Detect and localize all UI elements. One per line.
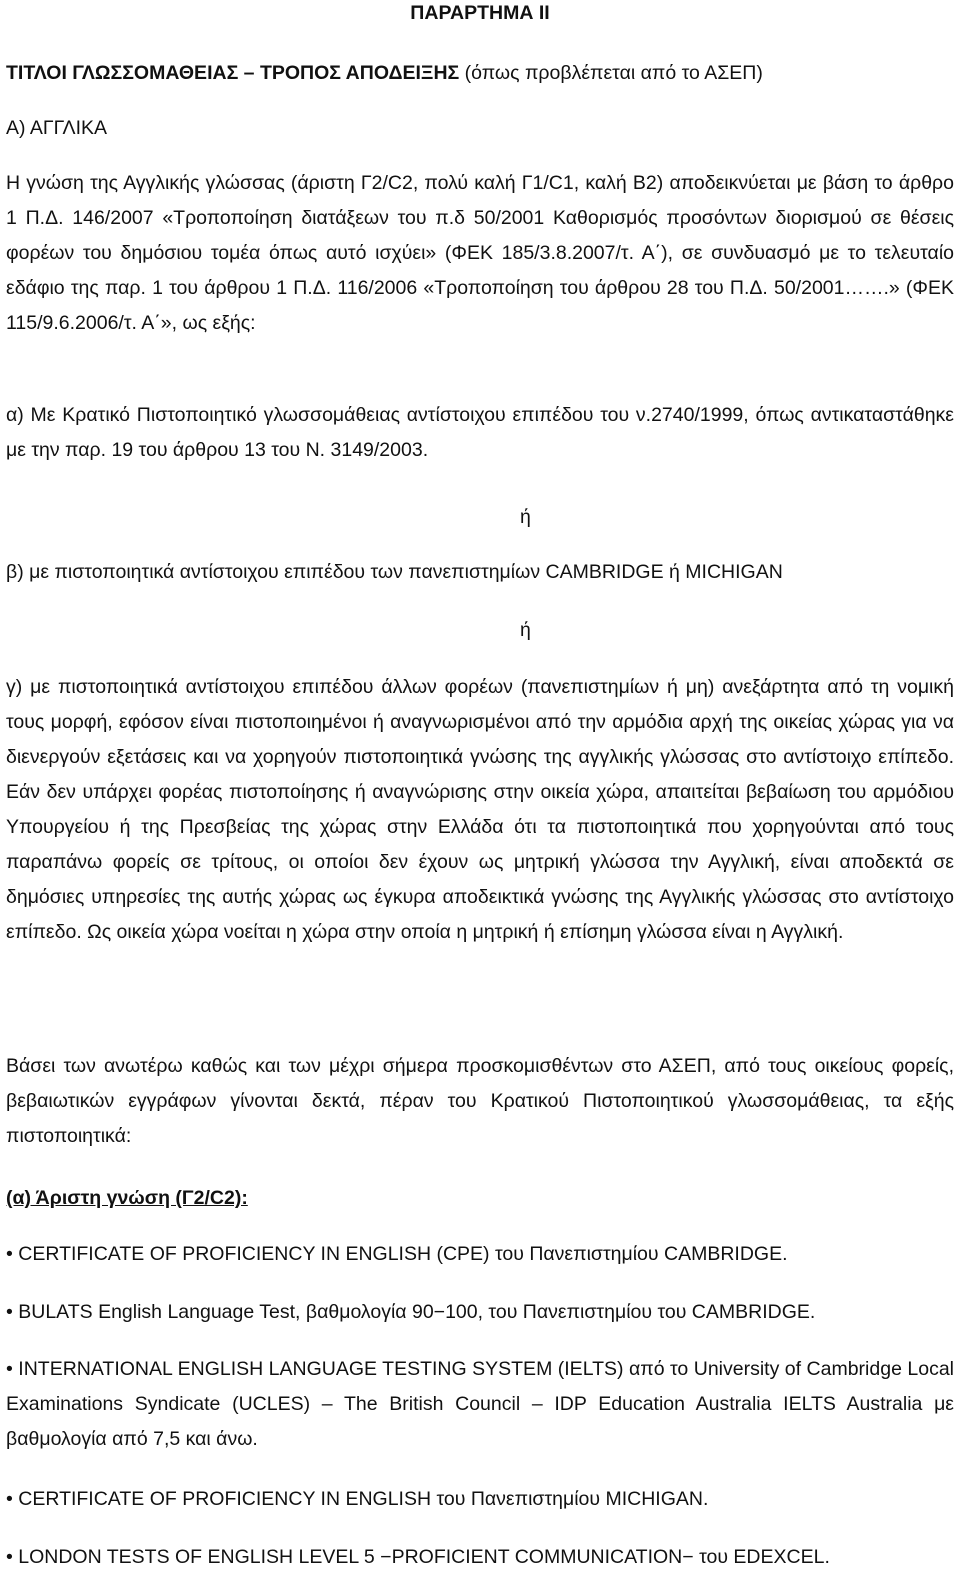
certificate-item: • CERTIFICATE OF PROFICIENCY IN ENGLISH (CPE) του Πανεπιστημίου CAMBRIDGE. (6, 1243, 788, 1265)
certificate-item: • BULATS English Language Test, βαθμολογία 90−100, του Πανεπιστημίου του CAMBRIDGE. (6, 1301, 816, 1323)
section-heading: Α) ΑΓΓΛΙΚΑ (6, 117, 107, 139)
page-title: ΠΑΡΑΡΤΗΜΑ ΙΙ (410, 2, 550, 24)
certificate-item: • INTERNATIONAL ENGLISH LANGUAGE TESTING SYSTEM (IELTS) από το University of Cambridge Local Examinations Syndicate (UCLES) – The British Council – IDP Education Australia IELTS Australia με βαθμολογία από 7,5 και άνω. (6, 1358, 954, 1450)
intro-paragraph: Η γνώση της Αγγλικής γλώσσας (άριστη Γ2/C2, πολύ καλή Γ1/C1, καλή Β2) αποδεικνύεται με βάση το άρθρο 1 Π.Δ. 146/2007 «Τροποποίηση διατάξεων του π.δ 50/2001 Καθορισμός προσόντων διορισμού σε θέσεις φορέων του δημόσιου τομέα όπως αυτό ισχύει» (ΦΕΚ 185/3.8.2007/τ. Α΄), σε συνδυασμό με το τελευταίο εδάφιο της παρ. 1 του άρθρου 1 Π.Δ. 116/2006 «Τροποποίηση του άρθρου 28 του Π.Δ. 50/2001…….» (ΦΕΚ 115/9.6.2006/τ. Α΄», ως εξής: (6, 172, 954, 334)
item-a-paragraph: α) Με Κρατικό Πιστοποιητικό γλωσσομάθειας αντίστοιχου επιπέδου του ν.2740/1999, όπως αντικαταστάθηκε με την παρ. 19 του άρθρου 13 του Ν. 3149/2003. (6, 404, 954, 461)
or-separator: ή (520, 506, 531, 528)
subheading-excellent: (α) Άριστη γνώση (Γ2/C2): (6, 1187, 248, 1209)
item-c-paragraph: γ) με πιστοποιητικά αντίστοιχου επιπέδου άλλων φορέων (πανεπιστημίων ή μη) ανεξάρτητα από τη νομική τους μορφή, εφόσον είναι πιστοποιημένοι ή αναγνωρισμένοι από την αρμόδια αρχή της οικείας χώρας για να διενεργούν εξετάσεις και να χορηγούν πιστοποιητικά γνώσης της αγγλικής γλώσσας στο αντίστοιχο επίπεδο. Εάν δεν υπάρχει φορέας πιστοποίησης ή αναγνώρισης στην οικεία χώρα, απαιτείται βεβαίωση του αρμόδιου Υπουργείου ή της Πρεσβείας της χώρας στην Ελλάδα ότι τα πιστοποιητικά που χορηγούνται από τους παραπάνω φορείς σε τρίτους, οι οποίοι δεν έχουν ως μητρική γλώσσα την Αγγλική, είναι αποδεκτά σε δημόσιες υπηρεσίες της αυτής χώρας ως έγκυρα αποδεικτικά γνώσης της Αγγλικής γλώσσας στο αντίστοιχο επίπεδο. Ως οικεία χώρα νοείται η χώρα στην οποία η μητρική ή επίσημη γλώσσα είναι η Αγγλική. (6, 676, 954, 943)
item-b-paragraph: β) με πιστοποιητικά αντίστοιχου επιπέδου των πανεπιστημίων CAMBRIDGE ή MICHIGAN (6, 561, 783, 583)
document-heading (6, 56, 954, 91)
or-separator: ή (520, 619, 531, 641)
summary-paragraph: Βάσει των ανωτέρω καθώς και των μέχρι σήμερα προσκομισθέντων στο ΑΣΕΠ, από τους οικείους φορείς, βεβαιωτικών εγγράφων γίνονται δεκτά, πέραν του Κρατικού Πιστοποιητικού γλωσσομάθειας, τα εξής πιστοποιητικά: (6, 1055, 954, 1147)
certificate-item: • LONDON TESTS OF ENGLISH LEVEL 5 −PROFICIENT COMMUNICATION− του EDEXCEL. (6, 1546, 830, 1568)
heading-bold: ΤΙΤΛΟΙ ΓΛΩΣΣΟΜΑΘΕΙΑΣ – ΤΡΟΠΟΣ ΑΠΟΔΕΙΞΗΣ (6, 62, 460, 84)
heading-normal: (όπως προβλέπεται από το ΑΣΕΠ) (459, 62, 763, 84)
certificate-item: • CERTIFICATE OF PROFICIENCY IN ENGLISH του Πανεπιστημίου MICHIGAN. (6, 1488, 709, 1510)
